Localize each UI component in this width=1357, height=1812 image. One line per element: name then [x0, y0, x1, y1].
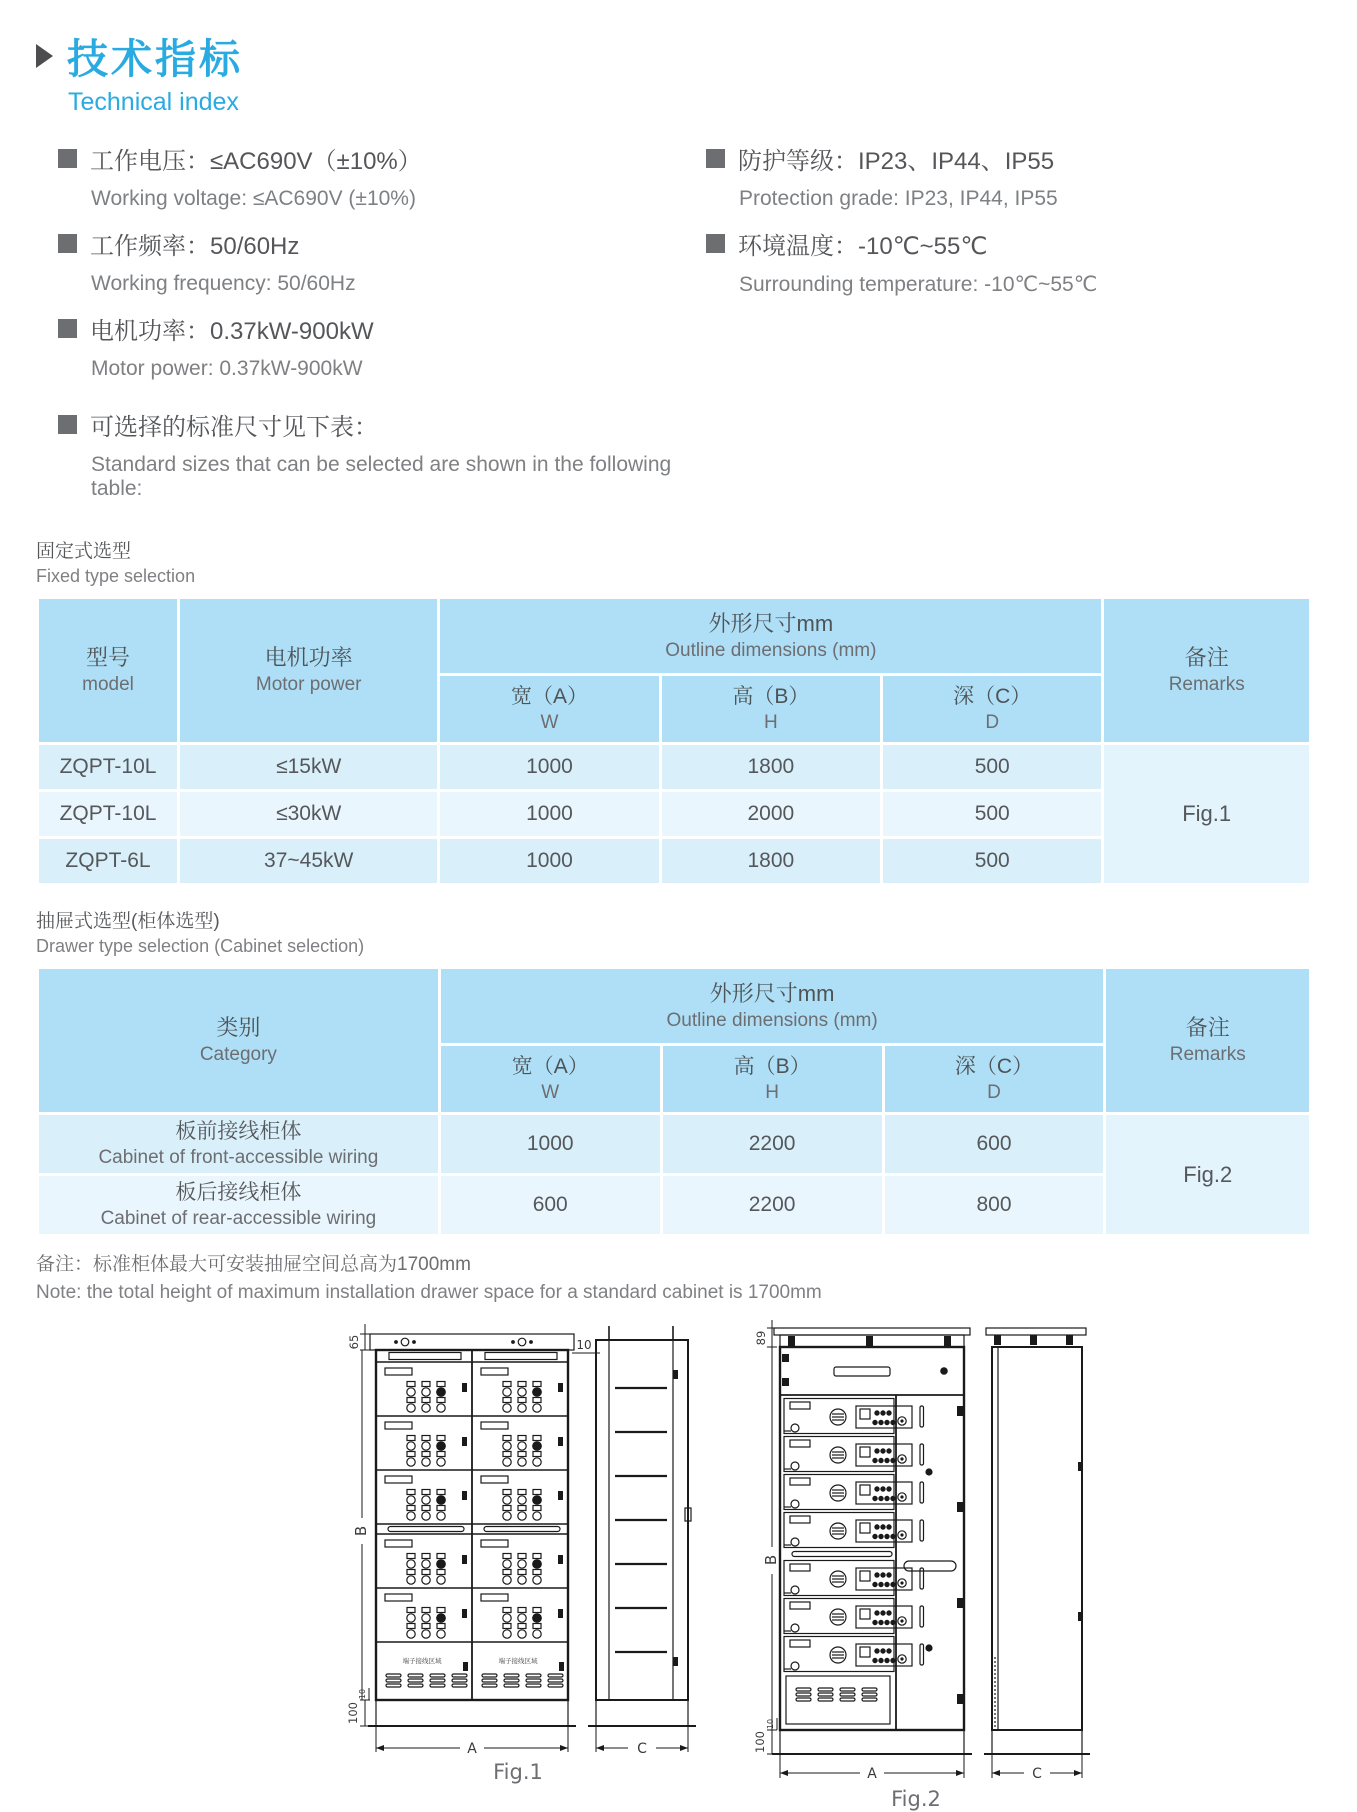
cell-height: 1800 [662, 745, 880, 789]
spec-zh-text: 防护等级：IP23、IP44、IP55 [738, 148, 1055, 175]
spec-en-text: Working frequency: 50/60Hz [91, 272, 356, 295]
cell-width: 1000 [440, 792, 658, 836]
dim-100: 100 [346, 1702, 360, 1724]
cell-depth: 500 [883, 839, 1101, 883]
fig2-side-view [984, 1328, 1090, 1782]
note-en: Note: the total height of maximum installation drawer space for a standard cabinet is 1700mm [36, 1282, 822, 1303]
cell-power: ≤30kW [180, 792, 437, 836]
drawer-table-caption-zh: 抽屉式选型(柜体选型) [36, 911, 220, 932]
spec-working-voltage [58, 141, 706, 211]
square-bullet-icon [706, 234, 725, 253]
spec-en-text: Motor power: 0.37kW-900kW [91, 357, 363, 380]
cell-remarks: Fig.1 [1104, 745, 1309, 883]
header-height: 高（B） H [662, 676, 880, 742]
spec-zh-text: 工作电压：≤AC690V（±10%） [90, 148, 422, 175]
cell-model: ZQPT-6L [39, 839, 177, 883]
spec-en-text: Standard sizes that can be selected are shown in the following table: [91, 453, 672, 500]
dim-B: B [762, 1554, 780, 1566]
dim-C: C [637, 1741, 647, 1757]
header-width: 宽（A） W [441, 1046, 660, 1112]
figures-row [332, 1312, 1313, 1812]
fig1-drawing [332, 1312, 704, 1784]
spec-zh-text: 可选择的标准尺寸见下表： [90, 414, 378, 441]
fig1-front-view [368, 1334, 576, 1726]
header-model: 型号 model [39, 599, 177, 742]
cell-model: ZQPT-10L [39, 745, 177, 789]
page-subtitle: Technical index [68, 88, 239, 116]
fixed-table-caption-zh: 固定式选型 [36, 541, 132, 562]
spec-zh-text: 电机功率：0.37kW-900kW [90, 318, 374, 345]
triangle-bullet-icon [36, 44, 53, 68]
spec-protection-grade [706, 141, 1313, 211]
header-width: 宽（A） W [440, 676, 658, 742]
cell-category: 板前接线柜体 Cabinet of front-accessible wiring [39, 1115, 438, 1173]
spec-en-text: Surrounding temperature: -10℃~55℃ [739, 273, 1098, 296]
fig1-caption: Fig.1 [493, 1760, 543, 1784]
square-bullet-icon [58, 319, 77, 338]
square-bullet-icon [58, 234, 77, 253]
table-row [39, 745, 1309, 789]
fig1-side-view [588, 1326, 696, 1757]
cell-height: 2200 [663, 1115, 882, 1173]
header-outline-dimensions: 外形尺寸mm Outline dimensions (mm) [441, 969, 1104, 1043]
drawer-type-table [36, 966, 1312, 1237]
spec-motor-power [58, 311, 706, 381]
fig2-caption: Fig.2 [891, 1787, 941, 1811]
note-zh: 备注：标准柜体最大可安装抽屉空间总高为1700mm [36, 1254, 471, 1275]
spec-surrounding-temperature [706, 226, 1313, 297]
terminal-area-label: 端子接线区域 [402, 1657, 442, 1665]
cell-depth: 500 [883, 745, 1101, 789]
dim-B: B [352, 1525, 370, 1537]
square-bullet-icon [58, 415, 77, 434]
cell-depth: 500 [883, 792, 1101, 836]
header-motor-power: 电机功率 Motor power [180, 599, 437, 742]
cell-depth: 600 [885, 1115, 1104, 1173]
table-row [39, 1115, 1309, 1173]
cell-height: 2200 [663, 1176, 882, 1234]
header-category: 类别 Category [39, 969, 438, 1112]
dim-89: 89 [754, 1330, 768, 1346]
header-height: 高（B） H [663, 1046, 882, 1112]
terminal-area-label: 端子接线区域 [498, 1657, 538, 1665]
fig2-front-view [772, 1328, 972, 1754]
dim-10-plinth: 10 [766, 1718, 775, 1730]
page-title: 技术指标 [67, 36, 243, 82]
dim-10-top: 10 [576, 1338, 592, 1352]
cell-remarks: Fig.2 [1106, 1115, 1309, 1234]
cell-width: 1000 [441, 1115, 660, 1173]
spec-working-frequency [58, 226, 706, 296]
square-bullet-icon [706, 149, 725, 168]
cell-model: ZQPT-10L [39, 792, 177, 836]
cell-depth: 800 [885, 1176, 1104, 1234]
spec-zh-text: 环境温度：-10℃~55℃ [738, 233, 988, 260]
spec-en-text: Protection grade: IP23, IP44, IP55 [739, 187, 1058, 210]
header-outline-dimensions: 外形尺寸mm Outline dimensions (mm) [440, 599, 1101, 673]
cell-power: 37~45kW [180, 839, 437, 883]
cell-category: 板后接线柜体 Cabinet of rear-accessible wiring [39, 1176, 438, 1234]
spec-list [58, 141, 1313, 516]
spec-en-text: Working voltage: ≤AC690V (±10%) [91, 187, 416, 210]
cell-height: 1800 [662, 839, 880, 883]
dim-100: 100 [753, 1731, 767, 1753]
cell-power: ≤15kW [180, 745, 437, 789]
cell-width: 1000 [440, 839, 658, 883]
dim-10-plinth: 10 [358, 1688, 367, 1700]
header-remarks: 备注 Remarks [1104, 599, 1309, 742]
cell-width: 600 [441, 1176, 660, 1234]
dim-C: C [1032, 1766, 1042, 1782]
square-bullet-icon [58, 149, 77, 168]
header-depth: 深（C） D [883, 676, 1101, 742]
cell-height: 2000 [662, 792, 880, 836]
page-header [36, 26, 1313, 85]
spec-standard-sizes [58, 407, 706, 501]
fixed-type-table [36, 596, 1312, 886]
dim-A: A [867, 1766, 877, 1782]
header-depth: 深（C） D [885, 1046, 1104, 1112]
fixed-table-caption-en: Fixed type selection [36, 566, 196, 586]
note-block [36, 1249, 1313, 1304]
dim-65: 65 [347, 1334, 361, 1350]
spec-list-right [706, 141, 1313, 516]
dim-A: A [467, 1741, 477, 1757]
spec-list-left [58, 141, 706, 516]
header-remarks: 备注 Remarks [1106, 969, 1309, 1112]
cell-width: 1000 [440, 745, 658, 789]
fig2-drawing [746, 1312, 1094, 1812]
spec-zh-text: 工作频率：50/60Hz [90, 233, 300, 260]
drawer-table-caption-en: Drawer type selection (Cabinet selection) [36, 936, 365, 956]
